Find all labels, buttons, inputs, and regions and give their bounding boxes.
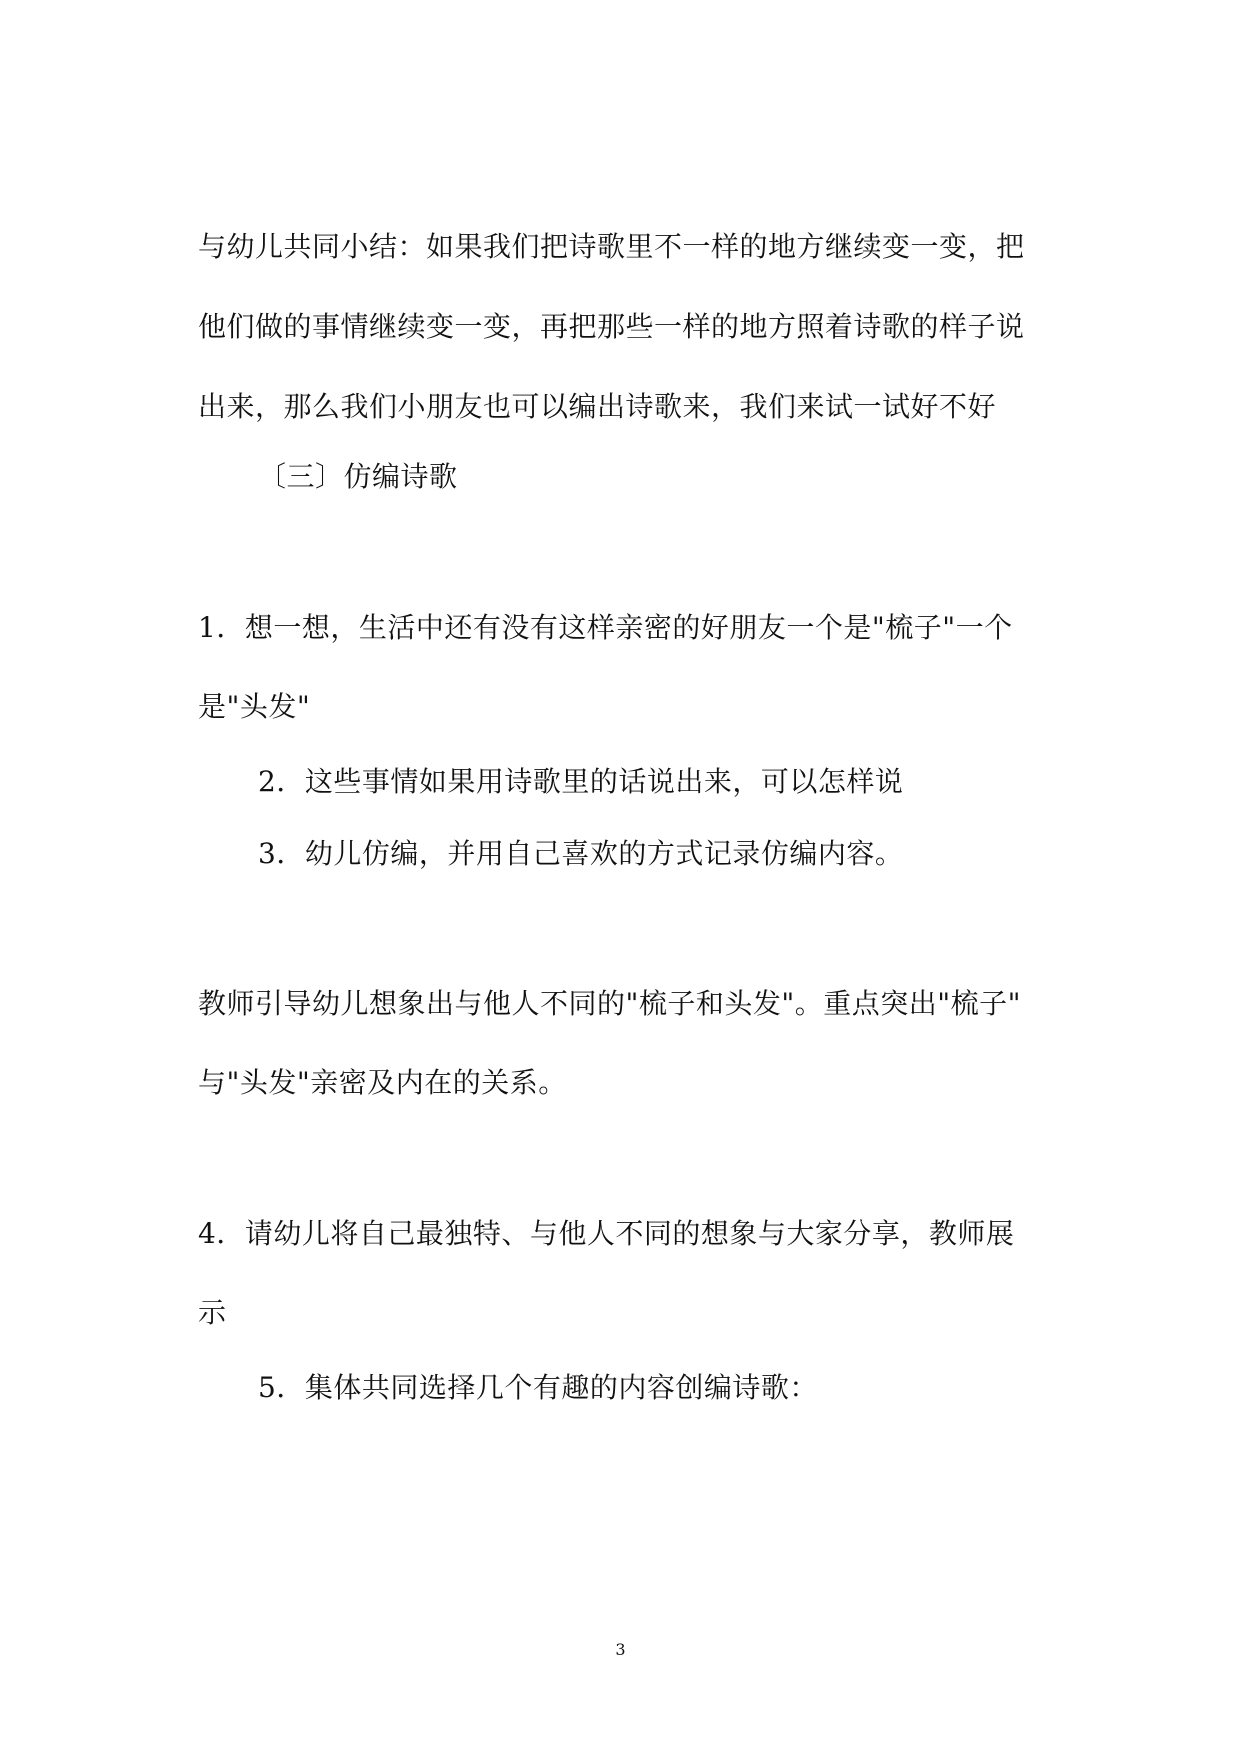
- section-heading: 〔三〕仿编诗歌: [258, 460, 458, 493]
- list-item-line: 是"头发": [198, 690, 311, 723]
- list-item-line: 4．请幼儿将自己最独特、与他人不同的想象与大家分享，教师展: [198, 1217, 1015, 1250]
- list-item-line: 3．幼儿仿编，并用自己喜欢的方式记录仿编内容。: [258, 837, 904, 870]
- paragraph-line: 与幼儿共同小结：如果我们把诗歌里不一样的地方继续变一变，把: [198, 230, 1025, 263]
- paragraph-line: 与"头发"亲密及内在的关系。: [198, 1066, 567, 1099]
- list-item-line: 示: [198, 1296, 227, 1329]
- list-item-line: 2．这些事情如果用诗歌里的话说出来，可以怎样说: [258, 765, 904, 798]
- paragraph-line: 教师引导幼儿想象出与他人不同的"梳子和头发"。重点突出"梳子": [198, 987, 1022, 1020]
- list-item-line: 1．想一想，生活中还有没有这样亲密的好朋友一个是"梳子"一个: [198, 611, 1013, 644]
- paragraph-line: 出来，那么我们小朋友也可以编出诗歌来，我们来试一试好不好: [198, 390, 997, 423]
- paragraph-line: 他们做的事情继续变一变，再把那些一样的地方照着诗歌的样子说: [198, 310, 1025, 343]
- page-number: 3: [615, 1640, 626, 1659]
- list-item-line: 5．集体共同选择几个有趣的内容创编诗歌：: [258, 1371, 818, 1404]
